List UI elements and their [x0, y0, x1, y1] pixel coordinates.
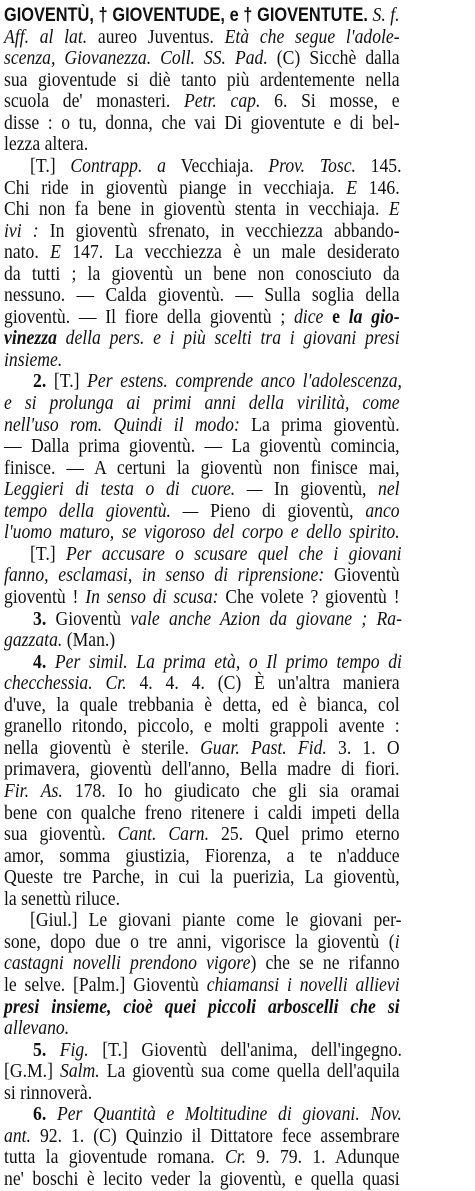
text-segment: Chi non fa bene in gioventù stenta in vecchiaja.	[4, 198, 389, 220]
text-segment: si rinnoverà.	[4, 1082, 93, 1104]
entry-line	[30, 543, 402, 566]
text-segment: dice	[293, 306, 333, 328]
text-segment: La gioventù sua come quella dell'aquila	[106, 1060, 400, 1082]
text-segment: insieme.	[4, 349, 63, 371]
entry-line	[4, 564, 400, 587]
text-segment: l'uomo maturo, se vigoroso del corpo e dello spirito.	[4, 521, 400, 543]
text-segment: scenza, Giovanezza. Coll. SS. Pad.	[4, 47, 277, 69]
entry-line	[4, 1146, 400, 1169]
sense-4-line	[33, 651, 402, 674]
entry-line	[4, 737, 400, 760]
text-segment: presi insieme, cioè quei piccoli arboscelli che si	[4, 996, 400, 1018]
entry-line	[4, 90, 400, 113]
entry-line	[4, 457, 400, 480]
text-segment: 3.	[33, 608, 56, 630]
text-segment: sua gioventù.	[4, 823, 118, 845]
text-segment: Gioventù	[333, 564, 400, 586]
text-segment: la senettù riluce.	[4, 888, 121, 910]
text-segment: Juventus.	[147, 26, 225, 48]
entry-line	[4, 26, 400, 49]
entry-line	[4, 284, 400, 307]
text-segment: (Man.)	[66, 629, 116, 651]
text-segment: e si prolunga ai primi anni della virilità, come	[4, 392, 400, 414]
entry-line	[4, 715, 400, 738]
text-segment: E	[346, 177, 369, 199]
entry-line	[4, 629, 400, 652]
text-segment: — Dalla prima gioventù. — La gioventù comincia,	[4, 435, 400, 457]
text-segment: d'uve, la quale trebbania è detta, ed è bianca, col	[4, 694, 400, 716]
text-segment: Vecchiaja.	[180, 155, 269, 177]
entry-line	[4, 1017, 400, 1040]
text-segment: In gioventù,	[274, 478, 379, 500]
entry-line	[4, 349, 400, 372]
entry-line	[4, 888, 400, 911]
text-segment: chiamansi i novelli allievi	[206, 974, 400, 996]
text-segment: nessuno. — Calda gioventù. — Sulla soglia della	[4, 284, 400, 306]
entry-line	[4, 802, 400, 825]
text-segment: anco	[365, 500, 400, 522]
text-segment: Aff. al lat.	[4, 26, 98, 48]
text-segment: Guar. Past. Fid.	[200, 737, 339, 759]
entry-line	[4, 931, 400, 954]
entry-line	[4, 1082, 400, 1105]
entry-line	[4, 694, 400, 717]
text-segment: tempo della gioventù. —	[4, 500, 211, 522]
text-segment: Che volete ? gioventù !	[225, 586, 400, 608]
text-segment: [T.] Gioventù dell'anima, dell'ingegno.	[102, 1039, 402, 1061]
text-segment: Chi ride in gioventù piange in vecchiaja.	[4, 177, 347, 199]
text-segment: Per simil. La prima età, o Il primo tempo di	[54, 651, 402, 673]
text-segment: lezza altera.	[4, 133, 89, 155]
text-segment: 4.	[33, 651, 55, 673]
text-segment: [Giul.] Le giovani piante come le giovani per-	[30, 909, 402, 931]
text-segment: castagni novelli prendono vigore	[4, 952, 251, 974]
text-segment: tutta la gioventude romana.	[4, 1146, 226, 1168]
text-segment: 5.	[33, 1039, 60, 1061]
text-segment: ne' boschi è lecito veder la gioventù, e quella quasi	[4, 1168, 400, 1190]
text-segment: 3. 1. O	[338, 737, 400, 759]
text-segment: nell'uso rom. Quindi il modo:	[4, 414, 252, 436]
text-segment: Per accusare o scusare quel che i giovani	[65, 543, 402, 565]
text-segment: 6.	[33, 1103, 57, 1125]
text-segment: sua gioventude si diè tanto più ardentemente nella	[4, 69, 400, 91]
text-segment: 4. 4. 4. (C) È un'altra maniera	[139, 672, 400, 694]
entry-line	[4, 133, 400, 156]
text-segment: Per Quantità e Moltitudine di giovani. Nov.	[56, 1103, 402, 1125]
entry-line	[4, 414, 400, 437]
entry-line	[4, 974, 400, 997]
text-segment: nel	[378, 478, 400, 500]
text-segment: la gio-	[348, 306, 400, 328]
text-segment: Gioventù	[55, 608, 131, 630]
text-segment: 92. 1. (C) Quinzio il Dittatore fece assembrare	[39, 1125, 400, 1147]
text-segment: Queste tre Parche, in cui la puerizia, La gioventù,	[4, 866, 400, 888]
text-segment: fanno, esclamasi, in senso di riprensione:	[4, 564, 334, 586]
text-segment: Contrapp. a	[70, 155, 181, 177]
entry-line	[4, 1060, 400, 1083]
sense-5-line	[33, 1039, 402, 1062]
text-segment: vinezza	[4, 327, 66, 349]
entry-line	[4, 478, 400, 501]
sense-3-line	[33, 608, 402, 631]
text-segment: Età che segue l'adole-	[224, 26, 400, 48]
entry-line	[4, 672, 400, 695]
text-segment: 145.	[370, 155, 402, 177]
text-segment: Salm.	[60, 1060, 107, 1082]
text-segment: ) che se ne rifanno	[250, 952, 400, 974]
text-segment: allevano.	[4, 1017, 70, 1039]
text-segment: primavera, gioventù dell'anno, Bella madre di fiori.	[4, 758, 400, 780]
entry-line	[4, 198, 400, 221]
text-segment: le selve. [Palm.] Gioventù	[4, 974, 207, 996]
entry-line	[4, 500, 400, 523]
text-segment: E	[388, 198, 400, 220]
text-segment: In senso di scusa:	[85, 586, 226, 608]
text-segment: Prov. Tosc.	[268, 155, 371, 177]
entry-line	[4, 1125, 400, 1148]
entry-line	[4, 263, 400, 286]
text-segment: [G.M.]	[4, 1060, 61, 1082]
entry-line	[4, 47, 400, 70]
text-segment: disse : o tu, donna, che vai Di gioventute e di bel-	[4, 112, 400, 134]
text-segment: ivi :	[4, 220, 50, 242]
entry-line	[4, 69, 400, 92]
entry-line	[4, 1168, 400, 1191]
text-segment: 2.	[33, 370, 54, 392]
text-segment: finisce. — A certuni la gioventù non finisce mai,	[4, 457, 400, 479]
text-segment: Fir. As.	[4, 780, 75, 802]
entry-line	[4, 112, 400, 135]
entry-line	[4, 220, 400, 243]
text-segment: La prima gioventù.	[251, 414, 400, 436]
text-segment: 178. Io ho giudicato che gli sia oramai	[74, 780, 400, 802]
entry-line	[30, 155, 402, 178]
text-segment: 9. 79. 1. Adunque	[256, 1146, 400, 1168]
text-segment: S. f.	[372, 4, 400, 26]
entry-line	[4, 845, 400, 868]
text-segment: Pieno di gioventù,	[210, 500, 366, 522]
text-segment: e	[332, 306, 349, 328]
text-segment: i	[394, 931, 400, 953]
sense-6-line	[33, 1103, 402, 1126]
text-segment: da tutti ; la gioventù un bene non conosciuto da	[4, 263, 400, 285]
text-segment: gioventù. — Il fiore della gioventù ;	[4, 306, 294, 328]
text-segment: 25. Quel primo eterno	[221, 823, 400, 845]
entry-line	[4, 177, 400, 200]
entry-line	[4, 586, 400, 609]
text-segment: 146.	[368, 177, 400, 199]
text-segment: scuola de' monasteri.	[4, 90, 184, 112]
text-segment: granello ritondo, piccolo, e molti grappoli avente :	[4, 715, 400, 737]
text-segment: gioventù !	[4, 586, 86, 608]
entry-line	[4, 306, 400, 329]
text-segment: E	[50, 241, 73, 263]
text-segment: GIOVENTÙ, † GIOVENTUDE, e † GIOVENTUTE.	[4, 5, 373, 26]
text-segment: In gioventù sfrenato, in vecchiezza abbando-	[49, 220, 400, 242]
text-segment: Per estens. comprende anco l'adolescenza,	[87, 370, 402, 392]
text-segment: Leggieri di testa o di cuore. —	[4, 478, 275, 500]
text-segment: gazzata.	[4, 629, 67, 651]
text-segment: checchessia. Cr.	[4, 672, 140, 694]
text-segment: 147. La vecchiezza è un male desiderato	[72, 241, 400, 263]
text-segment: nato.	[4, 241, 51, 263]
text-segment: amor, somma giustizia, Fiorenza, a te n'adduce	[4, 845, 400, 867]
entry-line	[4, 823, 400, 846]
text-segment: Petr. cap.	[183, 90, 275, 112]
text-segment: [T.]	[30, 155, 71, 177]
text-segment: nella gioventù è sterile.	[4, 737, 201, 759]
entry-line	[4, 996, 400, 1019]
entry-line	[4, 952, 400, 975]
text-segment: [T.]	[53, 370, 88, 392]
text-segment: Cr.	[225, 1146, 257, 1168]
text-segment: della pers. e i più scelti tra i giovani presi	[65, 327, 400, 349]
entry-line	[4, 780, 400, 803]
entry-line	[4, 758, 400, 781]
sense-2-line	[33, 370, 402, 393]
text-segment: [T.]	[30, 543, 66, 565]
entry-line	[4, 866, 400, 889]
text-segment: 6. Si mosse, e	[274, 90, 400, 112]
entry-headword-line	[4, 4, 400, 27]
text-segment: vale anche Azion da giovane ; Ra-	[130, 608, 402, 630]
entry-line	[4, 241, 400, 264]
text-segment: sone, dopo due o tre anni, vigorisce la gioventù (	[4, 931, 395, 953]
text-segment: ant.	[4, 1125, 40, 1147]
entry-line	[4, 392, 400, 415]
entry-line	[4, 435, 400, 458]
text-segment: (C) Sicchè dalla	[276, 47, 400, 69]
entry-line	[4, 521, 400, 544]
text-segment: Fig.	[59, 1039, 103, 1061]
text-segment: Cant. Carn.	[117, 823, 222, 845]
text-segment: aureo	[97, 26, 148, 48]
text-segment: bene con qualche freno ritenere i caldi impeti della	[4, 802, 400, 824]
entry-line	[30, 909, 402, 932]
entry-line	[4, 327, 400, 350]
